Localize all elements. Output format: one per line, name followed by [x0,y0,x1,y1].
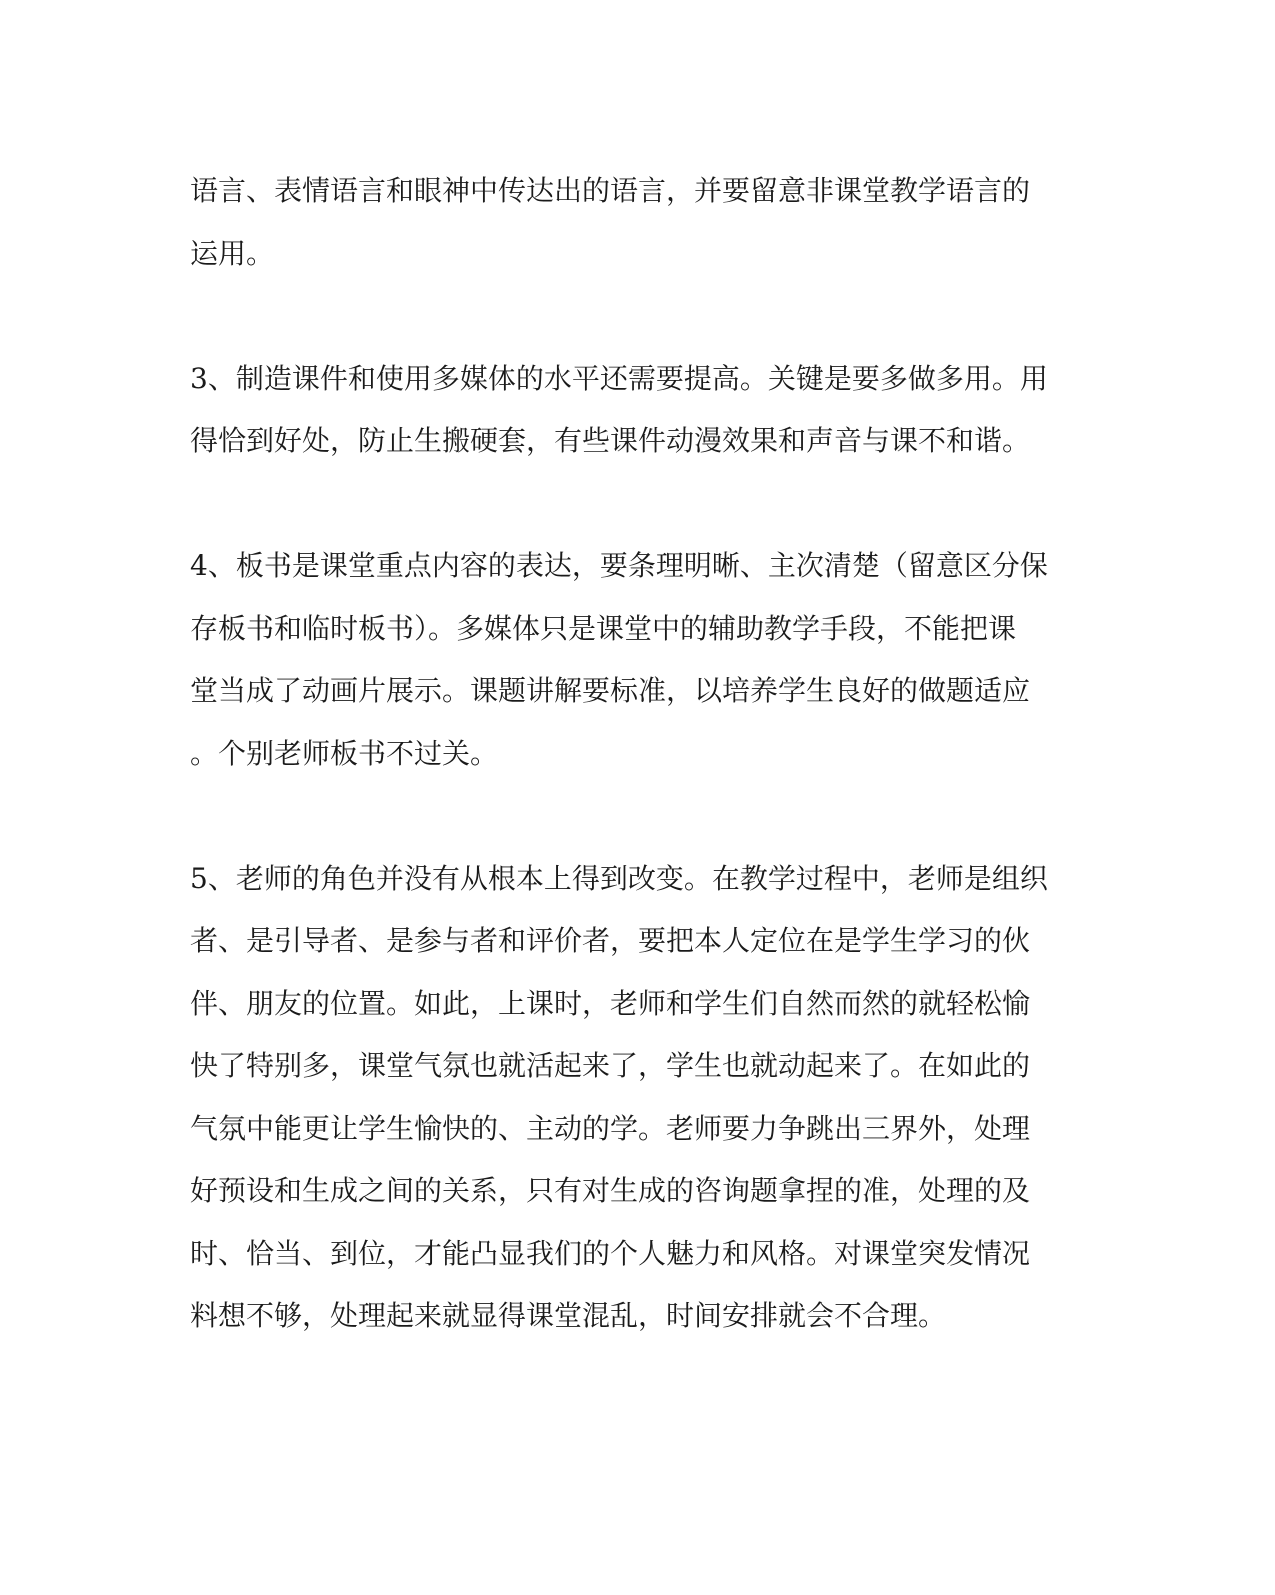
paragraph-2 [190,348,1070,473]
paragraph-3 [190,535,1070,785]
text-line: 好预设和生成之间的关系，只有对生成的咨询题拿捏的准，处理的及 [190,1174,1031,1207]
text-line: 者、是引导者、是参与者和评价者，要把本人定位在是学生学习的伙 [190,924,1031,957]
text-line: 料想不够，处理起来就显得课堂混乱，时间安排就会不合理。 [190,1299,947,1332]
text-line: 。个别老师板书不过关。 [190,736,499,770]
paragraph-spacer [190,285,1070,348]
paragraph-1 [190,160,1070,285]
text-line: 伴、朋友的位置。如此，上课时，老师和学生们自然而然的就轻松愉 [190,986,1031,1020]
text-line: 运用。 [190,236,275,270]
paragraph-spacer [190,785,1070,848]
paragraph-4 [190,848,1070,1348]
paragraph-spacer [190,473,1070,536]
text-line: 存板书和临时板书）。多媒体只是课堂中的辅助教学手段，不能把课 [190,611,1017,645]
text-line: 气氛中能更让学生愉快的、主动的学。老师要力争跳出三界外，处理 [190,1111,1031,1145]
text-line: 语言、表情语言和眼神中传达出的语言，并要留意非课堂教学语言的 [190,174,1031,207]
text-line: 堂当成了动画片展示。课题讲解要标准，以培养学生良好的做题适应 [190,674,1031,707]
text-line: 3、制造课件和使用多媒体的水平还需要提高。关键是要多做多用。用 [190,361,1048,395]
text-line: 4、板书是课堂重点内容的表达，要条理明晰、主次清楚（留意区分保 [190,549,1048,582]
text-line: 快了特别多，课堂气氛也就活起来了，学生也就动起来了。在如此的 [190,1049,1031,1082]
document-body [190,160,1070,1348]
text-line: 得恰到好处，防止生搬硬套，有些课件动漫效果和声音与课不和谐。 [190,424,1031,457]
text-line: 时、恰当、到位，才能凸显我们的个人魅力和风格。对课堂突发情况 [190,1236,1031,1270]
text-line: 5、老师的角色并没有从根本上得到改变。在教学过程中，老师是组织 [190,861,1048,895]
